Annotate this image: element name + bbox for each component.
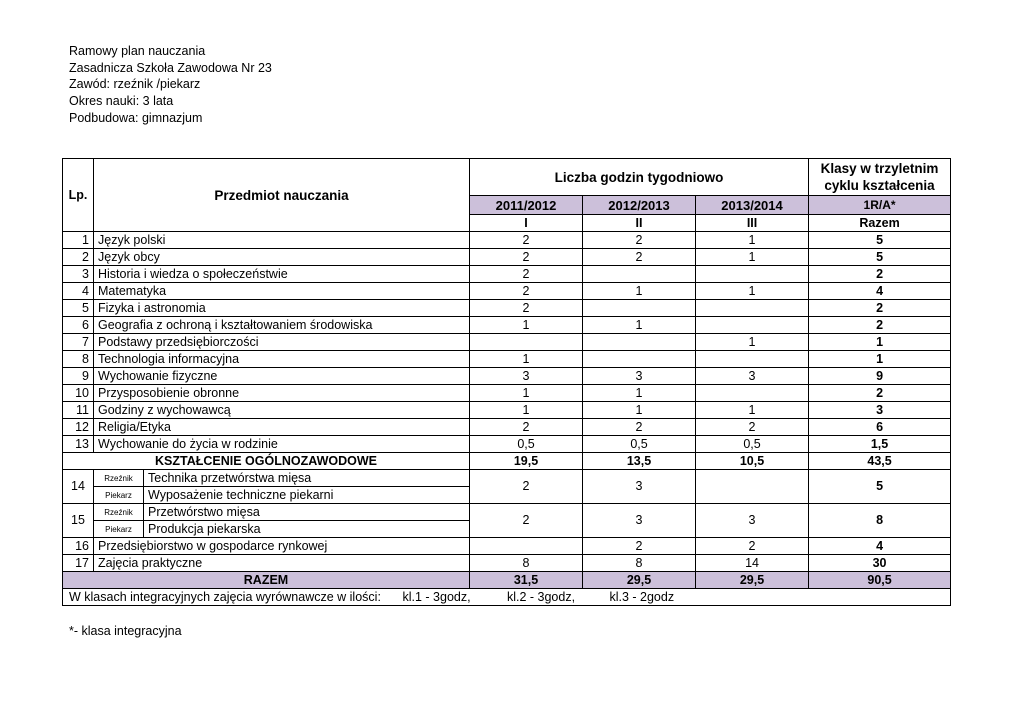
hours-total: 5 <box>809 232 951 249</box>
row-number: 17 <box>63 555 94 572</box>
row-number: 14 <box>63 470 94 504</box>
hours-y2: 2 <box>583 419 696 436</box>
hours-y3: 1 <box>696 283 809 300</box>
row-number: 4 <box>63 283 94 300</box>
footnote: *- klasa integracyjna <box>69 624 182 638</box>
hours-total: 4 <box>809 538 951 555</box>
subject-name: Matematyka <box>94 283 470 300</box>
subject-name: Produkcja piekarska <box>144 521 470 538</box>
subject-name: Wychowanie fizyczne <box>94 368 470 385</box>
hours-y3: 2 <box>696 538 809 555</box>
hours-y1: 3 <box>470 368 583 385</box>
total-row <box>63 572 951 589</box>
hours-y3: 3 <box>696 368 809 385</box>
subject-name: Wychowanie do życia w rodzinie <box>94 436 470 453</box>
note-class-2: kl.2 - 3godz, <box>506 589 576 604</box>
hours-y2: 1 <box>583 385 696 402</box>
subject-name: Język polski <box>94 232 470 249</box>
hours-total: 6 <box>809 419 951 436</box>
note-text: W klasach integracyjnych zajęcia wyrównawcze w ilości: <box>69 589 381 604</box>
hours-y2: 0,5 <box>583 436 696 453</box>
hours-total: 1 <box>809 334 951 351</box>
table-row <box>63 504 951 521</box>
hours-y3 <box>696 317 809 334</box>
row-number: 9 <box>63 368 94 385</box>
table-row <box>63 402 951 419</box>
hours-y1: 2 <box>470 283 583 300</box>
year-1: 2011/2012 <box>470 196 583 215</box>
hours-y2: 1 <box>583 283 696 300</box>
hours-y3: 1 <box>696 232 809 249</box>
hours-y1: 8 <box>470 555 583 572</box>
table-row <box>63 436 951 453</box>
col-subject-header: Przedmiot nauczania <box>94 159 470 232</box>
table-row <box>63 368 951 385</box>
note-class-1: kl.1 - 3godz, <box>402 589 471 604</box>
table-header-row <box>63 159 951 196</box>
hours-y1: 2 <box>470 504 583 538</box>
hours-y1: 2 <box>470 300 583 317</box>
row-number: 7 <box>63 334 94 351</box>
year-2: 2012/2013 <box>583 196 696 215</box>
header-duration: Okres nauki: 3 lata <box>69 94 174 109</box>
hours-y1: 2 <box>470 470 583 504</box>
row-number: 10 <box>63 385 94 402</box>
row-number: 15 <box>63 504 94 538</box>
hours-total: 2 <box>809 300 951 317</box>
subject-name: Godziny z wychowawcą <box>94 402 470 419</box>
subject-rows <box>63 232 951 453</box>
hours-total: 5 <box>809 470 951 504</box>
hours-y3: 1 <box>696 334 809 351</box>
table-row <box>63 266 951 283</box>
hours-y2 <box>583 300 696 317</box>
hours-y3: 3 <box>696 504 809 538</box>
hours-total: 2 <box>809 266 951 283</box>
table-row <box>63 419 951 436</box>
general-y3: 10,5 <box>696 453 809 470</box>
hours-y3: 2 <box>696 419 809 436</box>
table-row <box>63 351 951 368</box>
header-basis: Podbudowa: gimnazjum <box>69 110 203 125</box>
hours-y2: 3 <box>583 368 696 385</box>
hours-y1: 1 <box>470 351 583 368</box>
note-class-3: kl.3 - 2godz <box>609 589 675 604</box>
roman-2: II <box>583 215 696 232</box>
class-code: 1R/A* <box>809 196 951 215</box>
year-3: 2013/2014 <box>696 196 809 215</box>
hours-y1: 2 <box>470 419 583 436</box>
integration-note <box>63 589 951 606</box>
hours-y3: 1 <box>696 249 809 266</box>
document-header <box>69 43 272 127</box>
subject-name: Przedsiębiorstwo w gospodarce rynkowej <box>94 538 470 555</box>
hours-y2: 1 <box>583 402 696 419</box>
header-title: Ramowy plan nauczania <box>69 44 206 58</box>
table-row <box>63 249 951 266</box>
row-number: 12 <box>63 419 94 436</box>
row-number: 11 <box>63 402 94 419</box>
hours-total: 5 <box>809 249 951 266</box>
hours-y2: 3 <box>583 470 696 504</box>
general-y2: 13,5 <box>583 453 696 470</box>
total-label: RAZEM <box>63 572 470 589</box>
subject-name: Historia i wiedza o społeczeństwie <box>94 266 470 283</box>
subject-name: Religia/Etyka <box>94 419 470 436</box>
table-row <box>63 470 951 487</box>
total-y2: 29,5 <box>583 572 696 589</box>
integration-note-row <box>63 589 951 606</box>
table-row <box>63 334 951 351</box>
razem-header: Razem <box>809 215 951 232</box>
hours-y3: 0,5 <box>696 436 809 453</box>
hours-y1 <box>470 334 583 351</box>
hours-y3 <box>696 351 809 368</box>
general-total: 43,5 <box>809 453 951 470</box>
hours-y1: 1 <box>470 385 583 402</box>
subject-name: Język obcy <box>94 249 470 266</box>
subject-name: Technika przetwórstwa mięsa <box>144 470 470 487</box>
profession-tag: Piekarz <box>94 487 144 504</box>
hours-y2: 3 <box>583 504 696 538</box>
total-sum: 90,5 <box>809 572 951 589</box>
hours-y2 <box>583 351 696 368</box>
table-row <box>63 385 951 402</box>
hours-total: 2 <box>809 385 951 402</box>
header-profession: Zawód: rzeźnik /piekarz <box>69 77 201 92</box>
row-number: 13 <box>63 436 94 453</box>
hours-y3 <box>696 385 809 402</box>
table-row <box>63 283 951 300</box>
table-row <box>63 232 951 249</box>
col-hours-header: Liczba godzin tygodniowo <box>470 159 809 196</box>
row-number: 3 <box>63 266 94 283</box>
hours-y2: 1 <box>583 317 696 334</box>
subject-name: Technologia informacyjna <box>94 351 470 368</box>
hours-y1: 2 <box>470 266 583 283</box>
hours-y2: 2 <box>583 249 696 266</box>
subject-name: Zajęcia praktyczne <box>94 555 470 572</box>
hours-y1: 2 <box>470 232 583 249</box>
row-number: 1 <box>63 232 94 249</box>
general-label: KSZTAŁCENIE OGÓLNOZAWODOWE <box>63 453 470 470</box>
subject-name: Wyposażenie techniczne piekarni <box>144 487 470 504</box>
profession-tag: Rzeźnik <box>94 470 144 487</box>
hours-total: 2 <box>809 317 951 334</box>
profession-tag: Piekarz <box>94 521 144 538</box>
table-row <box>63 555 951 572</box>
subject-name: Przysposobienie obronne <box>94 385 470 402</box>
hours-y1: 2 <box>470 249 583 266</box>
row-number: 2 <box>63 249 94 266</box>
hours-y2: 8 <box>583 555 696 572</box>
col-lp-header: Lp. <box>63 159 94 232</box>
hours-total: 1,5 <box>809 436 951 453</box>
hours-total: 8 <box>809 504 951 538</box>
roman-1: I <box>470 215 583 232</box>
row-number: 6 <box>63 317 94 334</box>
row-number: 16 <box>63 538 94 555</box>
hours-y3: 14 <box>696 555 809 572</box>
subject-name: Podstawy przedsiębiorczości <box>94 334 470 351</box>
header-school: Zasadnicza Szkoła Zawodowa Nr 23 <box>69 60 272 75</box>
hours-total: 1 <box>809 351 951 368</box>
subject-name: Przetwórstwo mięsa <box>144 504 470 521</box>
hours-y2: 2 <box>583 232 696 249</box>
hours-y1: 1 <box>470 317 583 334</box>
hours-y1: 0,5 <box>470 436 583 453</box>
hours-y2: 2 <box>583 538 696 555</box>
hours-y1 <box>470 538 583 555</box>
profession-tag: Rzeźnik <box>94 504 144 521</box>
total-y1: 31,5 <box>470 572 583 589</box>
table-row <box>63 317 951 334</box>
table-row <box>63 538 951 555</box>
hours-total: 4 <box>809 283 951 300</box>
general-y1: 19,5 <box>470 453 583 470</box>
hours-y3 <box>696 470 809 504</box>
hours-y3 <box>696 266 809 283</box>
hours-y3: 1 <box>696 402 809 419</box>
general-education-row <box>63 453 951 470</box>
subject-name: Fizyka i astronomia <box>94 300 470 317</box>
subject-name: Geografia z ochroną i kształtowaniem środowiska <box>94 317 470 334</box>
hours-y3 <box>696 300 809 317</box>
table-row <box>63 300 951 317</box>
col-classes-header: Klasy w trzyletnim cyklu kształcenia <box>809 159 951 196</box>
row-number: 8 <box>63 351 94 368</box>
curriculum-table <box>62 158 951 606</box>
hours-y2 <box>583 266 696 283</box>
hours-total: 9 <box>809 368 951 385</box>
roman-3: III <box>696 215 809 232</box>
hours-y1: 1 <box>470 402 583 419</box>
total-y3: 29,5 <box>696 572 809 589</box>
hours-total: 3 <box>809 402 951 419</box>
hours-total: 30 <box>809 555 951 572</box>
hours-y2 <box>583 334 696 351</box>
row-number: 5 <box>63 300 94 317</box>
